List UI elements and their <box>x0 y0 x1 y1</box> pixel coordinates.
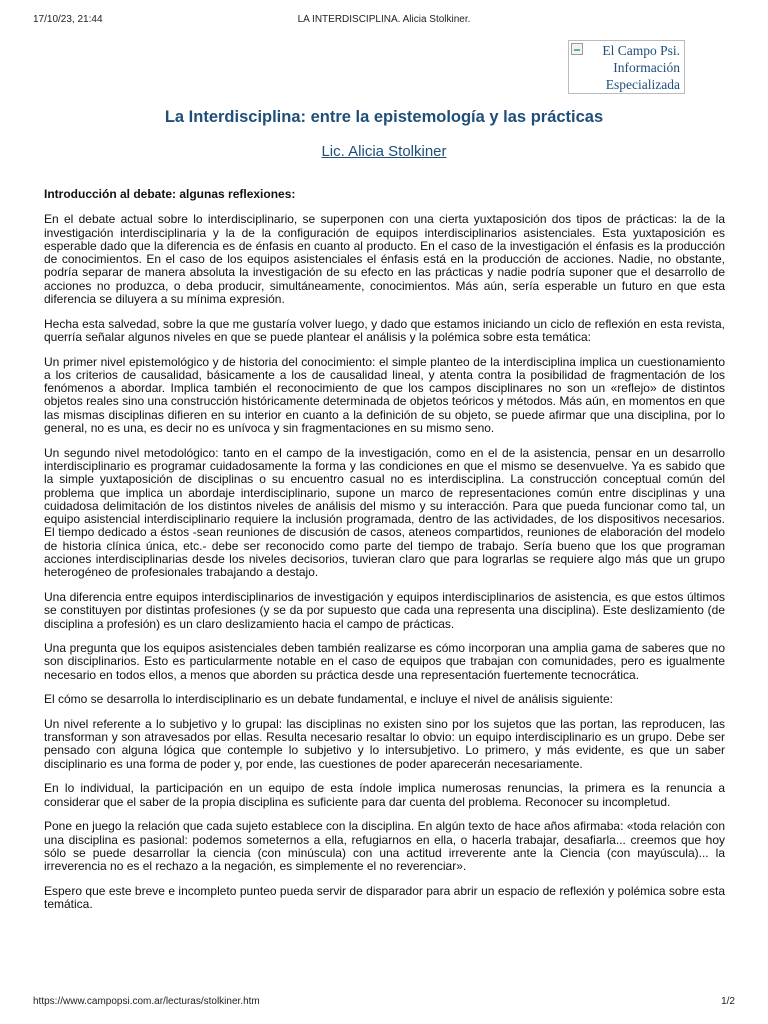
author-link[interactable]: Lic. Alicia Stolkiner <box>321 143 447 160</box>
paragraph-6: Una pregunta que los equipos asistenciales deben también realizarse es cómo incorporan una amplia gama de saberes que no son disciplinarios. Esto es particularmente notable en el caso de equipos que trabajan con comunidades, pero es igualmente necesario en todos ellos, a menos que aborden su práctica desde una representación fuertemente tecnocrática. <box>44 641 725 682</box>
paragraph-2: Hecha esta salvedad, sobre la que me gustaría volver luego, y dado que estamos iniciando un ciclo de reflexión en esta revista, querría señalar algunos niveles en que se puede plantear el análisis y la polémica sobre esta temática: <box>44 316 725 344</box>
campo-psi-logo-link[interactable] <box>568 40 685 94</box>
logo-alt-text <box>585 42 680 93</box>
broken-image-icon <box>571 43 583 55</box>
article-title: La Interdisciplina: entre la epistemología y las prácticas <box>164 108 604 126</box>
print-footer <box>33 996 735 1010</box>
print-page-number: 1/2 <box>721 996 735 1007</box>
article-body <box>44 188 725 923</box>
paragraph-10: Pone en juego la relación que cada sujeto establece con la disciplina. En algún texto de hace años afirmaba: «toda relación con una disciplina es pasional: podemos someternos a ella, refugiarnos en ella, o hacerla trabajar, desafiarla... creemos que hoy sólo se puede desarrollar la ciencia (con minúscula) con una actitud irreverente ante la Ciencia (con mayúscula)... la irreverencia no es el rechazo a la negación, es simplemente el no reverenciar». <box>44 819 725 874</box>
print-url: https://www.campopsi.com.ar/lecturas/stolkiner.htm <box>33 996 260 1007</box>
logo-alt-line-1: El Campo Psi. <box>602 43 680 58</box>
print-datetime: 17/10/23, 21:44 <box>33 14 103 25</box>
paragraph-9: En lo individual, la participación en un equipo de esta índole implica numerosas renuncias, la primera es la renuncia a considerar que el saber de la propia disciplina es suficiente para dar cuenta del problema. Reconocer su incompletud. <box>44 781 725 809</box>
print-page-title: LA INTERDISCIPLINA. Alicia Stolkiner. <box>297 14 471 25</box>
paragraph-7: El cómo se desarrolla lo interdisciplinario es un debate fundamental, e incluye el nivel de análisis siguiente: <box>44 692 613 707</box>
logo-alt-line-2: Información <box>613 60 680 75</box>
author-line <box>40 143 728 160</box>
paragraph-11: Espero que este breve e incompleto punteo pueda servir de disparador para abrir un espacio de reflexión y polémica sobre esta temática. <box>44 883 725 912</box>
paragraph-3: Un primer nivel epistemológico y de historia del conocimiento: el simple planteo de la interdisciplina implica un cuestionamiento a los criterios de causalidad, básicamente a los de causalidad lineal, y atenta contra la posibilidad de fragmentación de los fenómenos a abordar. Implica también el reconocimiento de que los campos disciplinares no son un «reflejo» de distintos objetos reales sino una construcción históricamente determinada de objetos teóricos y métodos. Más aún, en momentos en que las mismas disciplinas difieren en su interior en cuanto a la definición de su objeto, se puede afirmar que una disciplina, por lo general, no es una, es decir no es unívoca y sin fragmentaciones en su mismo seno. <box>44 354 725 436</box>
section-heading: Introducción al debate: algunas reflexiones: <box>44 187 296 201</box>
paragraph-8: Un nivel referente a lo subjetivo y lo grupal: las disciplinas no existen sino por los sujetos que las portan, las reproducen, las transforman y son atravesados por ellas. Resulta necesario resaltar lo obvio: un equipo interdisciplinario es un grupo. Debe ser pensado con alguna lógica que contemple lo subjetivo y lo intersubjetivo. Lo primero, y más evidente, es que un saber disciplinario es una forma de poder y, por ende, las cuestiones de poder aparecerán necesariamente. <box>44 716 725 771</box>
print-header <box>33 14 735 28</box>
logo-alt-line-3: Especializada <box>605 77 680 92</box>
paragraph-5: Una diferencia entre equipos interdisciplinarios de investigación y equipos interdisciplinarios de asistencia, es que estos últimos se constituyen por distintas profesiones (y se da por supuesto que cada una representa una disciplina). Este deslizamiento (de disciplina a profesión) es un claro deslizamiento hacia el campo de prácticas. <box>44 589 725 631</box>
paragraph-4: Un segundo nivel metodológico: tanto en el campo de la investigación, como en el de la asistencia, pensar en un desarrollo interdisciplinario es programar cuidadosamente la forma y las condiciones en que el mismo se desenvuelve. Ya es sabido que la simple yuxtaposición de disciplinas o su encuentro casual no es interdisciplina. La construcción conceptual común del problema que implica un abordaje interdisciplinario, supone un marco de representaciones común entre disciplinas y una cuidadosa delimitación de los distintos niveles de análisis del mismo y su interacción. Para que pueda funcionar como tal, un equipo asistencial interdisciplinario requiere la inclusión programada, dentro de las actividades, de los dispositivos necesarios. El tiempo dedicado a éstos -sean reuniones de discusión de casos, ateneos compartidos, reuniones de elaboración del modelo de historia clínica única, etc.- debe ser reconocido como parte del tiempo de trabajo. Sería bueno que los que programan acciones interdisciplinarias desde los niveles decisorios, tuvieran claro que para lograrlas se requiere algo más que un grupo heterogéneo de profesionales trabajando a destajo. <box>44 445 725 580</box>
paragraph-1: En el debate actual sobre lo interdisciplinario, se superponen con una cierta yuxtaposición dos tipos de prácticas: la de la investigación interdisciplinaria y la de la configuración de equipos interdisciplinarios asistenciales. Esta yuxtaposición es esperable dado que la diferencia es de énfasis en cuanto al producto. En el caso de la investigación el énfasis es la producción de conocimientos. En el caso de los equipos asistenciales el énfasis está en la producción de acciones. Nadie, no obstante, podría separar de manera absoluta la investigación de su efecto en las prácticas y nadie podría suponer que el desarrollo de acciones no produzca, o deba producir, simultáneamente, conocimientos. Más aún, sería esperable un futuro en que esta diferencia se diluyera a su mínima expresión. <box>44 212 725 307</box>
